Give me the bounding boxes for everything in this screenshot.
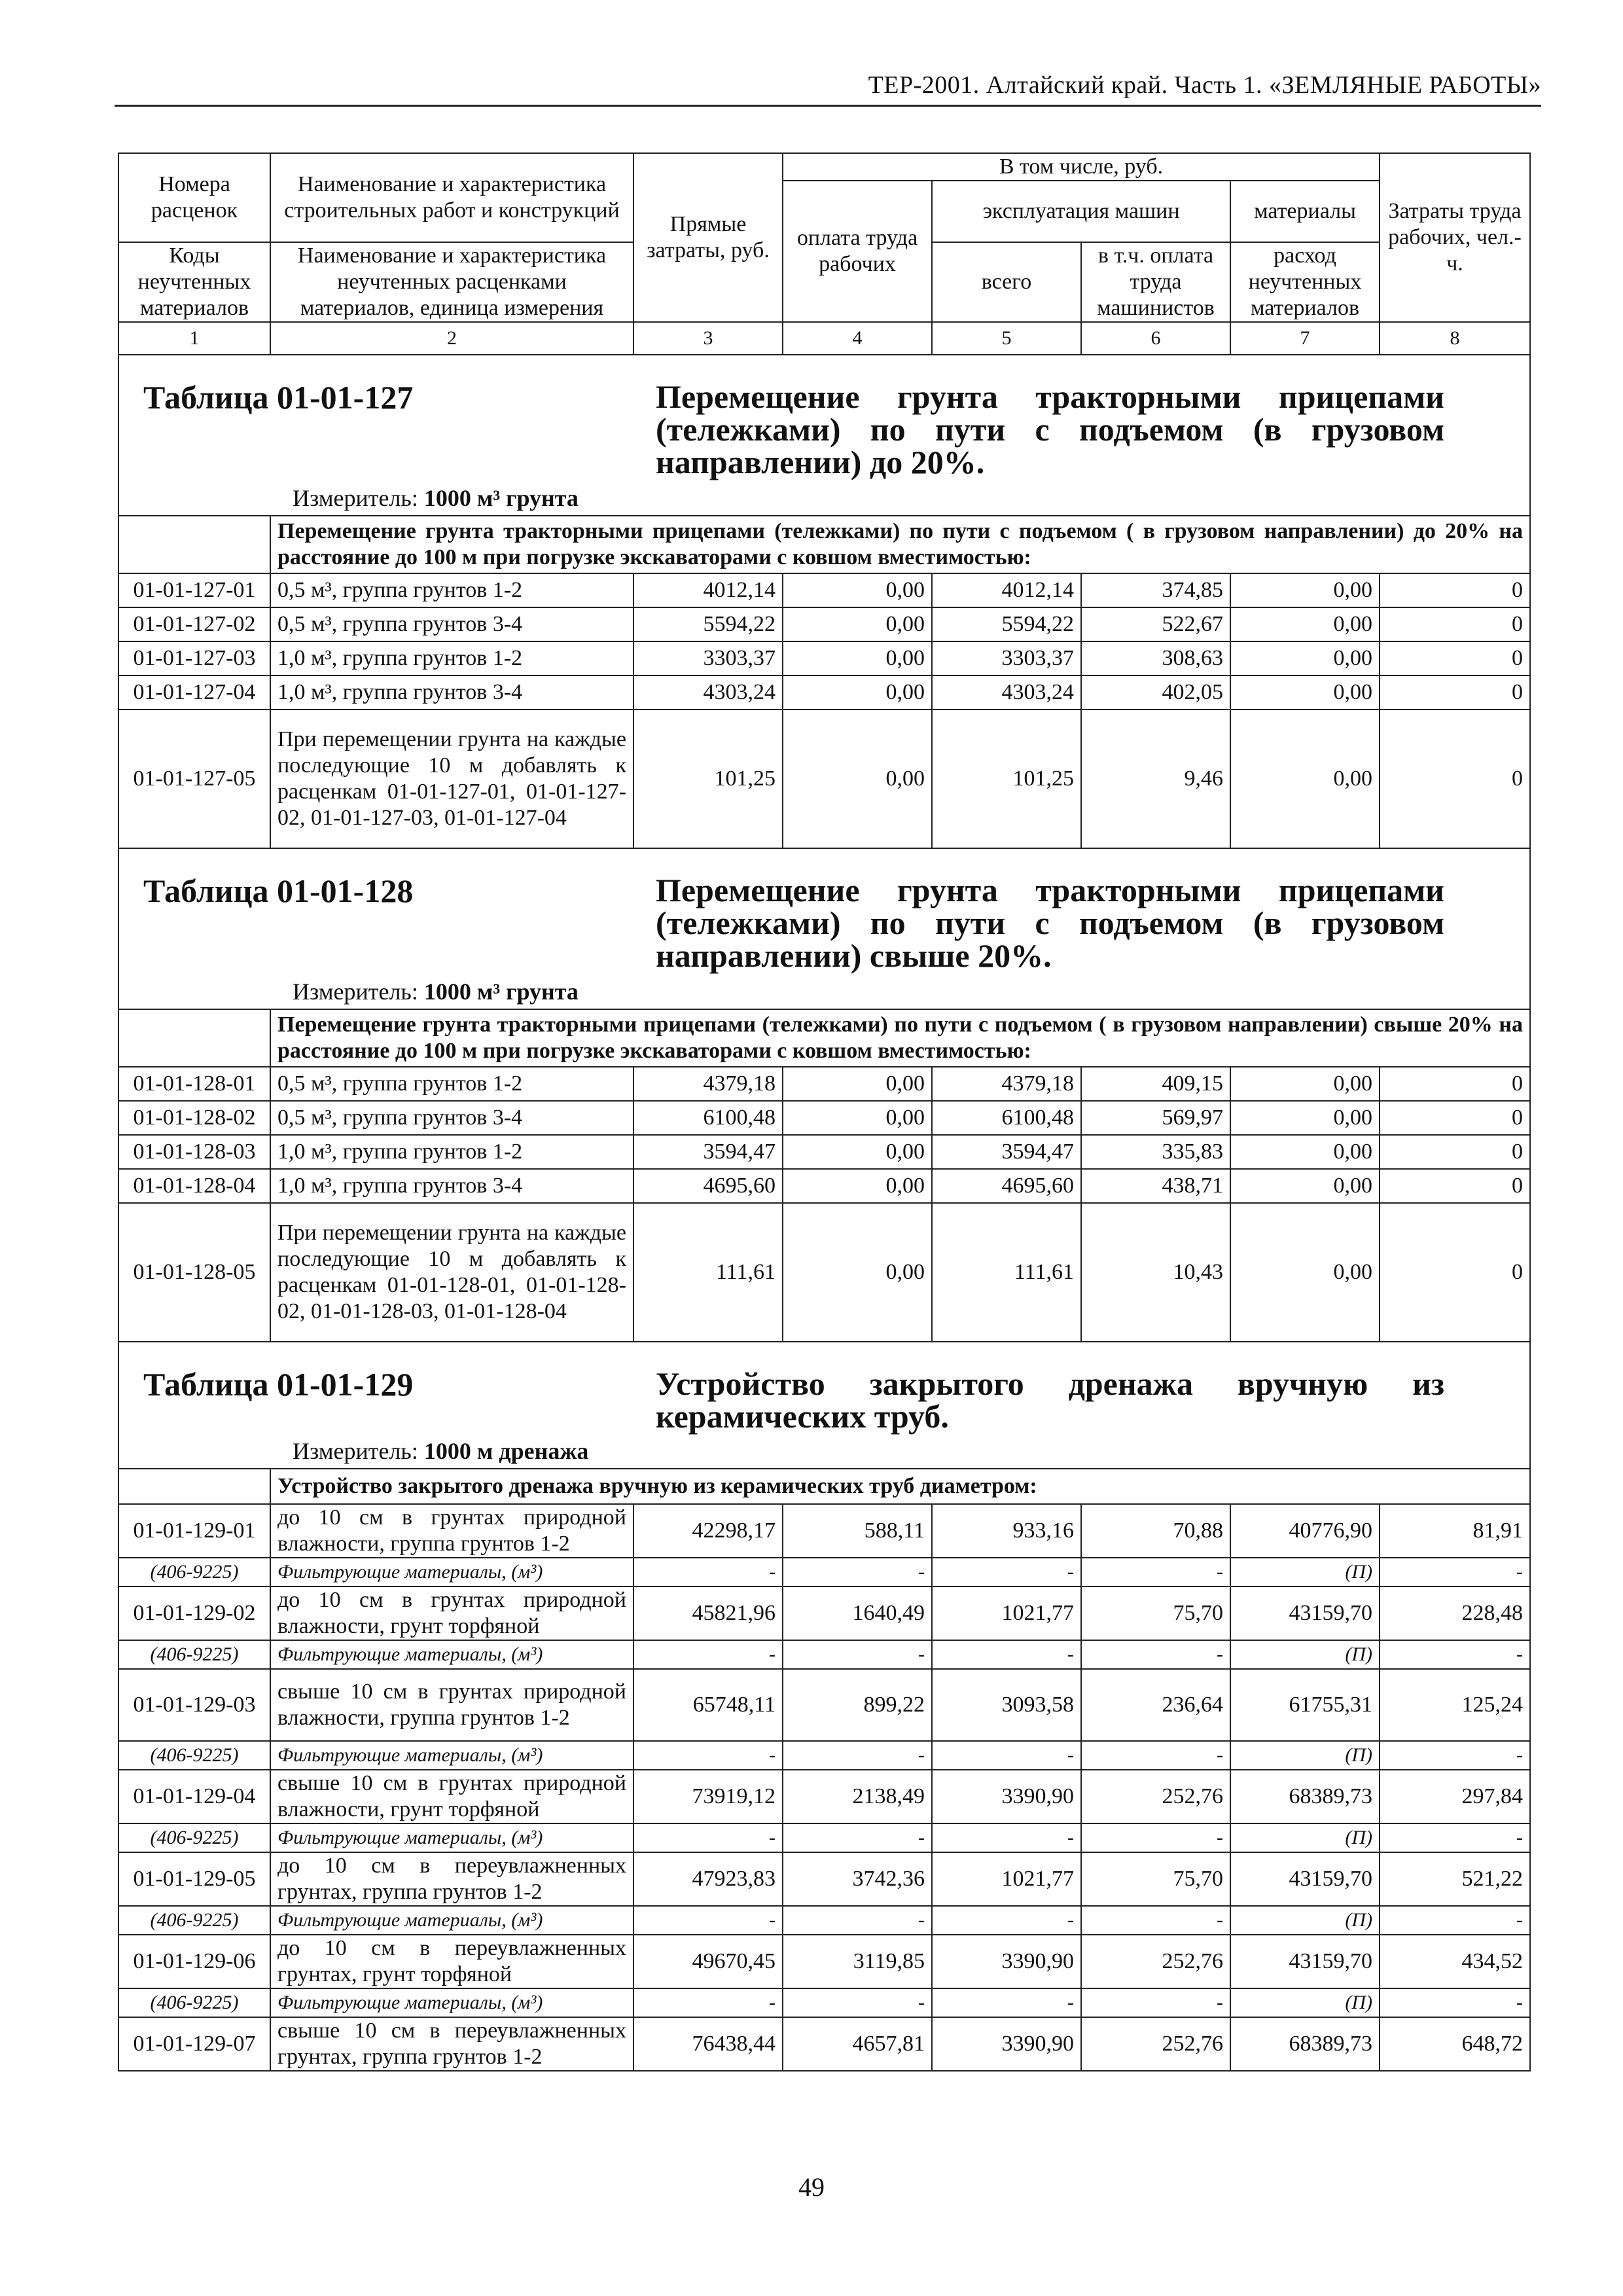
direct-costs: 4695,60 <box>633 1169 783 1203</box>
hdr-machines-wages: в т.ч. оплата труда машинистов <box>1081 242 1230 322</box>
work-name: При перемещении грунта на каждые последующие 10 м добавлять к расценкам 01-01-127-01, 01-01-127-02, 01-01-127-03, 01-01-127-04 <box>270 709 633 848</box>
empty-value: - <box>783 1640 932 1669</box>
machines-total: 3303,37 <box>932 641 1081 675</box>
labor-costs: 521,22 <box>1380 1852 1530 1906</box>
table-row <box>118 1101 1530 1135</box>
machines-total: 3390,90 <box>932 1770 1081 1823</box>
rate-code: 01-01-128-04 <box>118 1169 270 1203</box>
group-row <box>118 1009 1530 1067</box>
material-row <box>118 1640 1530 1669</box>
empty-value: - <box>1380 1741 1530 1770</box>
empty-value: - <box>932 1558 1081 1587</box>
wages: 3119,85 <box>783 1935 932 1988</box>
material-code: (406-9225) <box>118 1741 270 1770</box>
materials: 68389,73 <box>1230 2017 1380 2071</box>
work-name: 1,0 м³, группа грунтов 3-4 <box>270 675 633 709</box>
unit-prefix: Измеритель: <box>293 485 424 511</box>
machines-wages: 409,15 <box>1081 1067 1230 1101</box>
hdr-direct-costs: Прямые затраты, руб. <box>633 153 783 322</box>
empty-value: - <box>1380 1640 1530 1669</box>
empty-value: - <box>1380 1906 1530 1935</box>
materials: 0,00 <box>1230 573 1380 607</box>
labor-costs: 434,52 <box>1380 1935 1530 1988</box>
empty-value: - <box>633 1988 783 2017</box>
machines-wages: 75,70 <box>1081 1587 1230 1640</box>
wages: 0,00 <box>783 607 932 641</box>
labor-costs: 297,84 <box>1380 1770 1530 1823</box>
materials: 0,00 <box>1230 675 1380 709</box>
direct-costs: 4303,24 <box>633 675 783 709</box>
machines-total: 4012,14 <box>932 573 1081 607</box>
labor-costs: 0 <box>1380 1101 1530 1135</box>
wages: 0,00 <box>783 1135 932 1169</box>
hdr-material-names: Наименование и характеристика неучтенных расценками материалов, единица измерения <box>270 242 633 322</box>
hdr-work-name: Наименование и характеристика строительных работ и конструкций <box>270 153 633 242</box>
material-name: Фильтрующие материалы, (м³) <box>270 1640 633 1669</box>
machines-total: 6100,48 <box>932 1101 1081 1135</box>
material-name: Фильтрующие материалы, (м³) <box>270 1741 633 1770</box>
machines-wages: 252,76 <box>1081 2017 1230 2071</box>
wages: 0,00 <box>783 709 932 848</box>
price-table <box>118 152 1531 2072</box>
hdr-machines: эксплуатация машин <box>932 181 1230 242</box>
direct-costs: 3594,47 <box>633 1135 783 1169</box>
col-number: 5 <box>932 322 1081 355</box>
work-name: 1,0 м³, группа грунтов 1-2 <box>270 1135 633 1169</box>
col-number: 2 <box>270 322 633 355</box>
hdr-machines-total: всего <box>932 242 1081 322</box>
rate-code: 01-01-129-01 <box>118 1504 270 1558</box>
machines-wages: 236,64 <box>1081 1669 1230 1741</box>
table-title-cell <box>118 1342 1530 1469</box>
material-code: (406-9225) <box>118 1823 270 1852</box>
table-unit <box>293 978 579 1005</box>
material-row <box>118 1741 1530 1770</box>
machines-wages: 335,83 <box>1081 1135 1230 1169</box>
machines-total: 3594,47 <box>932 1135 1081 1169</box>
table-label: Таблица 01-01-127 <box>143 379 414 416</box>
table-row <box>118 1203 1530 1342</box>
hdr-wages: оплата труда рабочих <box>783 181 932 322</box>
direct-costs: 76438,44 <box>633 2017 783 2071</box>
work-name: свыше 10 см в переувлажненных грунтах, группа грунтов 1-2 <box>270 2017 633 2071</box>
table-title-row <box>118 355 1530 516</box>
labor-costs: 0 <box>1380 607 1530 641</box>
work-name: 1,0 м³, группа грунтов 3-4 <box>270 1169 633 1203</box>
wages: 588,11 <box>783 1504 932 1558</box>
machines-total: 3390,90 <box>932 1935 1081 1988</box>
machines-wages: 9,46 <box>1081 709 1230 848</box>
material-class: (П) <box>1230 1558 1380 1587</box>
table-label: Таблица 01-01-128 <box>143 872 414 909</box>
material-row <box>118 1988 1530 2017</box>
labor-costs: 125,24 <box>1380 1669 1530 1741</box>
empty-value: - <box>932 1906 1081 1935</box>
materials: 0,00 <box>1230 1067 1380 1101</box>
hdr-materials: материалы <box>1230 181 1380 242</box>
materials: 0,00 <box>1230 709 1380 848</box>
table-title-cell <box>118 848 1530 1009</box>
table-title-cell <box>118 355 1530 516</box>
table-row <box>118 1135 1530 1169</box>
table-row <box>118 1770 1530 1823</box>
rate-code: 01-01-128-01 <box>118 1067 270 1101</box>
table-row <box>118 1169 1530 1203</box>
unit-value: 1000 м дренажа <box>423 1438 589 1464</box>
material-code: (406-9225) <box>118 1558 270 1587</box>
wages: 2138,49 <box>783 1770 932 1823</box>
machines-wages: 70,88 <box>1081 1504 1230 1558</box>
group-heading: Перемещение грунта тракторными прицепами (тележками) по пути с подъемом ( в грузовом направлении) свыше 20% на расстояние до 100 м при погрузке экскаваторами с ковшом вместимостью: <box>270 1009 1530 1067</box>
rate-code: 01-01-127-05 <box>118 709 270 848</box>
labor-costs: 0 <box>1380 641 1530 675</box>
machines-total: 933,16 <box>932 1504 1081 1558</box>
col-number: 4 <box>783 322 932 355</box>
rate-code: 01-01-129-03 <box>118 1669 270 1741</box>
work-name: свыше 10 см в грунтах природной влажности, грунт торфяной <box>270 1770 633 1823</box>
materials: 0,00 <box>1230 1101 1380 1135</box>
hdr-including: В том числе, руб. <box>783 153 1380 181</box>
group-heading: Перемещение грунта тракторными прицепами (тележками) по пути с подъемом ( в грузовом направлении) до 20% на расстояние до 100 м при погрузке экскаваторами с ковшом вместимостью: <box>270 516 1530 573</box>
empty-value: - <box>1380 1823 1530 1852</box>
rate-code: 01-01-129-04 <box>118 1770 270 1823</box>
machines-total: 4695,60 <box>932 1169 1081 1203</box>
empty-value: - <box>932 1640 1081 1669</box>
machines-total: 4379,18 <box>932 1067 1081 1101</box>
rate-code: 01-01-129-02 <box>118 1587 270 1640</box>
machines-wages: 569,97 <box>1081 1101 1230 1135</box>
machines-total: 101,25 <box>932 709 1081 848</box>
material-name: Фильтрующие материалы, (м³) <box>270 1906 633 1935</box>
materials: 0,00 <box>1230 1169 1380 1203</box>
unit-value: 1000 м³ грунта <box>423 978 579 1005</box>
materials: 43159,70 <box>1230 1587 1380 1640</box>
rate-code: 01-01-127-02 <box>118 607 270 641</box>
material-class: (П) <box>1230 1906 1380 1935</box>
col-number: 7 <box>1230 322 1380 355</box>
unit-prefix: Измеритель: <box>293 1438 424 1464</box>
machines-wages: 252,76 <box>1081 1935 1230 1988</box>
empty-value: - <box>783 1741 932 1770</box>
work-name: 0,5 м³, группа грунтов 1-2 <box>270 573 633 607</box>
material-row <box>118 1906 1530 1935</box>
machines-total: 1021,77 <box>932 1587 1081 1640</box>
labor-costs: 0 <box>1380 1135 1530 1169</box>
empty-value: - <box>633 1823 783 1852</box>
col-number: 6 <box>1081 322 1230 355</box>
direct-costs: 5594,22 <box>633 607 783 641</box>
materials: 61755,31 <box>1230 1669 1380 1741</box>
labor-costs: 648,72 <box>1380 2017 1530 2071</box>
material-code: (406-9225) <box>118 1640 270 1669</box>
unit-value: 1000 м³ грунта <box>423 485 579 511</box>
rate-code: 01-01-129-05 <box>118 1852 270 1906</box>
empty-value: - <box>783 1988 932 2017</box>
empty-value: - <box>1380 1988 1530 2017</box>
empty-value: - <box>633 1640 783 1669</box>
table-title-row <box>118 1342 1530 1469</box>
material-class: (П) <box>1230 1823 1380 1852</box>
table-row <box>118 573 1530 607</box>
direct-costs: 65748,11 <box>633 1669 783 1741</box>
empty-value: - <box>1081 1906 1230 1935</box>
work-name: 0,5 м³, группа грунтов 3-4 <box>270 607 633 641</box>
table-title: Устройство закрытого дренажа вручную из керамических труб. <box>656 1365 1444 1435</box>
wages: 3742,36 <box>783 1852 932 1906</box>
machines-wages: 252,76 <box>1081 1770 1230 1823</box>
empty-value: - <box>1081 1823 1230 1852</box>
table-row <box>118 1504 1530 1558</box>
empty-value: - <box>932 1988 1081 2017</box>
work-name: При перемещении грунта на каждые последующие 10 м добавлять к расценкам 01-01-128-01, 01-01-128-02, 01-01-128-03, 01-01-128-04 <box>270 1203 633 1342</box>
column-numbers-row <box>118 322 1530 355</box>
material-row <box>118 1558 1530 1587</box>
work-name: до 10 см в грунтах природной влажности, группа грунтов 1-2 <box>270 1504 633 1558</box>
empty-value: - <box>1081 1558 1230 1587</box>
empty-value: - <box>1081 1988 1230 2017</box>
unit-prefix: Измеритель: <box>293 978 424 1005</box>
direct-costs: 73919,12 <box>633 1770 783 1823</box>
hdr-rate-numbers: Номера расценок <box>118 153 270 242</box>
labor-costs: 0 <box>1380 675 1530 709</box>
machines-total: 3390,90 <box>932 2017 1081 2071</box>
table-row <box>118 1852 1530 1906</box>
labor-costs: 0 <box>1380 1169 1530 1203</box>
labor-costs: 0 <box>1380 1067 1530 1101</box>
table-row <box>118 607 1530 641</box>
table-title: Перемещение грунта тракторными прицепами (тележками) по пути с подъемом (в грузовом направлении) до 20%. <box>656 378 1444 480</box>
wages: 0,00 <box>783 675 932 709</box>
rate-code: 01-01-127-01 <box>118 573 270 607</box>
direct-costs: 47923,83 <box>633 1852 783 1906</box>
table-row <box>118 675 1530 709</box>
empty-value: - <box>783 1906 932 1935</box>
machines-wages: 438,71 <box>1081 1169 1230 1203</box>
group-spacer <box>118 1009 270 1067</box>
material-row <box>118 1823 1530 1852</box>
rate-code: 01-01-129-07 <box>118 2017 270 2071</box>
rate-code: 01-01-128-05 <box>118 1203 270 1342</box>
col-number: 3 <box>633 322 783 355</box>
group-row <box>118 516 1530 573</box>
hdr-labor: Затраты труда рабочих, чел.-ч. <box>1380 153 1530 322</box>
machines-total: 3093,58 <box>932 1669 1081 1741</box>
direct-costs: 49670,45 <box>633 1935 783 1988</box>
table-row <box>118 1935 1530 1988</box>
table-row <box>118 1587 1530 1640</box>
page-number: 49 <box>798 2172 825 2202</box>
empty-value: - <box>633 1741 783 1770</box>
material-name: Фильтрующие материалы, (м³) <box>270 1558 633 1587</box>
direct-costs: 6100,48 <box>633 1101 783 1135</box>
machines-wages: 522,67 <box>1081 607 1230 641</box>
machines-total: 111,61 <box>932 1203 1081 1342</box>
rate-code: 01-01-128-03 <box>118 1135 270 1169</box>
machines-wages: 75,70 <box>1081 1852 1230 1906</box>
direct-costs: 42298,17 <box>633 1504 783 1558</box>
rate-code: 01-01-127-03 <box>118 641 270 675</box>
direct-costs: 111,61 <box>633 1203 783 1342</box>
materials: 0,00 <box>1230 607 1380 641</box>
labor-costs: 0 <box>1380 573 1530 607</box>
empty-value: - <box>932 1741 1081 1770</box>
empty-value: - <box>1081 1741 1230 1770</box>
group-spacer <box>118 1469 270 1504</box>
machines-total: 5594,22 <box>932 607 1081 641</box>
col-number: 1 <box>118 322 270 355</box>
table-label: Таблица 01-01-129 <box>143 1366 414 1403</box>
wages: 0,00 <box>783 573 932 607</box>
materials: 40776,90 <box>1230 1504 1380 1558</box>
materials: 43159,70 <box>1230 1935 1380 1988</box>
material-code: (406-9225) <box>118 1988 270 2017</box>
rate-code: 01-01-129-06 <box>118 1935 270 1988</box>
wages: 4657,81 <box>783 2017 932 2071</box>
table-unit <box>293 1438 588 1464</box>
machines-wages: 402,05 <box>1081 675 1230 709</box>
table-row <box>118 2017 1530 2071</box>
machines-wages: 374,85 <box>1081 573 1230 607</box>
table-row <box>118 1669 1530 1741</box>
table-title: Перемещение грунта тракторными прицепами (тележками) по пути с подъемом (в грузовом направлении) свыше 20%. <box>656 872 1444 974</box>
page-header: ТЕР-2001. Алтайский край. Часть 1. «ЗЕМЛЯНЫЕ РАБОТЫ» <box>115 65 1541 107</box>
table-row <box>118 1067 1530 1101</box>
work-name: до 10 см в грунтах природной влажности, грунт торфяной <box>270 1587 633 1640</box>
materials: 0,00 <box>1230 1203 1380 1342</box>
empty-value: - <box>633 1906 783 1935</box>
wages: 0,00 <box>783 1169 932 1203</box>
labor-costs: 0 <box>1380 709 1530 848</box>
wages: 0,00 <box>783 1067 932 1101</box>
empty-value: - <box>1081 1640 1230 1669</box>
direct-costs: 101,25 <box>633 709 783 848</box>
labor-costs: 0 <box>1380 1203 1530 1342</box>
empty-value: - <box>783 1558 932 1587</box>
table-title-row <box>118 848 1530 1009</box>
empty-value: - <box>1380 1558 1530 1587</box>
work-name: до 10 см в переувлажненных грунтах, группа грунтов 1-2 <box>270 1852 633 1906</box>
material-name: Фильтрующие материалы, (м³) <box>270 1823 633 1852</box>
work-name: 0,5 м³, группа грунтов 3-4 <box>270 1101 633 1135</box>
materials: 0,00 <box>1230 641 1380 675</box>
machines-wages: 308,63 <box>1081 641 1230 675</box>
materials: 43159,70 <box>1230 1852 1380 1906</box>
col-number: 8 <box>1380 322 1530 355</box>
work-name: 0,5 м³, группа грунтов 1-2 <box>270 1067 633 1101</box>
labor-costs: 228,48 <box>1380 1587 1530 1640</box>
direct-costs: 45821,96 <box>633 1587 783 1640</box>
rate-code: 01-01-128-02 <box>118 1101 270 1135</box>
work-name: 1,0 м³, группа грунтов 1-2 <box>270 641 633 675</box>
wages: 0,00 <box>783 1101 932 1135</box>
material-code: (406-9225) <box>118 1906 270 1935</box>
machines-wages: 10,43 <box>1081 1203 1230 1342</box>
material-name: Фильтрующие материалы, (м³) <box>270 1988 633 2017</box>
direct-costs: 4012,14 <box>633 573 783 607</box>
empty-value: - <box>932 1823 1081 1852</box>
header-row-1 <box>118 153 1530 181</box>
direct-costs: 4379,18 <box>633 1067 783 1101</box>
empty-value: - <box>783 1823 932 1852</box>
labor-costs: 81,91 <box>1380 1504 1530 1558</box>
wages: 0,00 <box>783 1203 932 1342</box>
rate-code: 01-01-127-04 <box>118 675 270 709</box>
hdr-materials-sub: расход неучтенных материалов <box>1230 242 1380 322</box>
hdr-material-codes: Коды неучтенных материалов <box>118 242 270 322</box>
group-spacer <box>118 516 270 573</box>
wages: 0,00 <box>783 641 932 675</box>
wages: 1640,49 <box>783 1587 932 1640</box>
machines-total: 1021,77 <box>932 1852 1081 1906</box>
work-name: свыше 10 см в грунтах природной влажности, группа грунтов 1-2 <box>270 1669 633 1741</box>
group-row <box>118 1469 1530 1504</box>
wages: 899,22 <box>783 1669 932 1741</box>
direct-costs: 3303,37 <box>633 641 783 675</box>
group-heading: Устройство закрытого дренажа вручную из керамических труб диаметром: <box>270 1469 1530 1504</box>
materials: 68389,73 <box>1230 1770 1380 1823</box>
work-name: до 10 см в переувлажненных грунтах, грунт торфяной <box>270 1935 633 1988</box>
empty-value: - <box>633 1558 783 1587</box>
material-class: (П) <box>1230 1640 1380 1669</box>
table-row <box>118 709 1530 848</box>
table-row <box>118 641 1530 675</box>
material-class: (П) <box>1230 1988 1380 2017</box>
materials: 0,00 <box>1230 1135 1380 1169</box>
machines-total: 4303,24 <box>932 675 1081 709</box>
material-class: (П) <box>1230 1741 1380 1770</box>
table-unit <box>293 485 579 511</box>
